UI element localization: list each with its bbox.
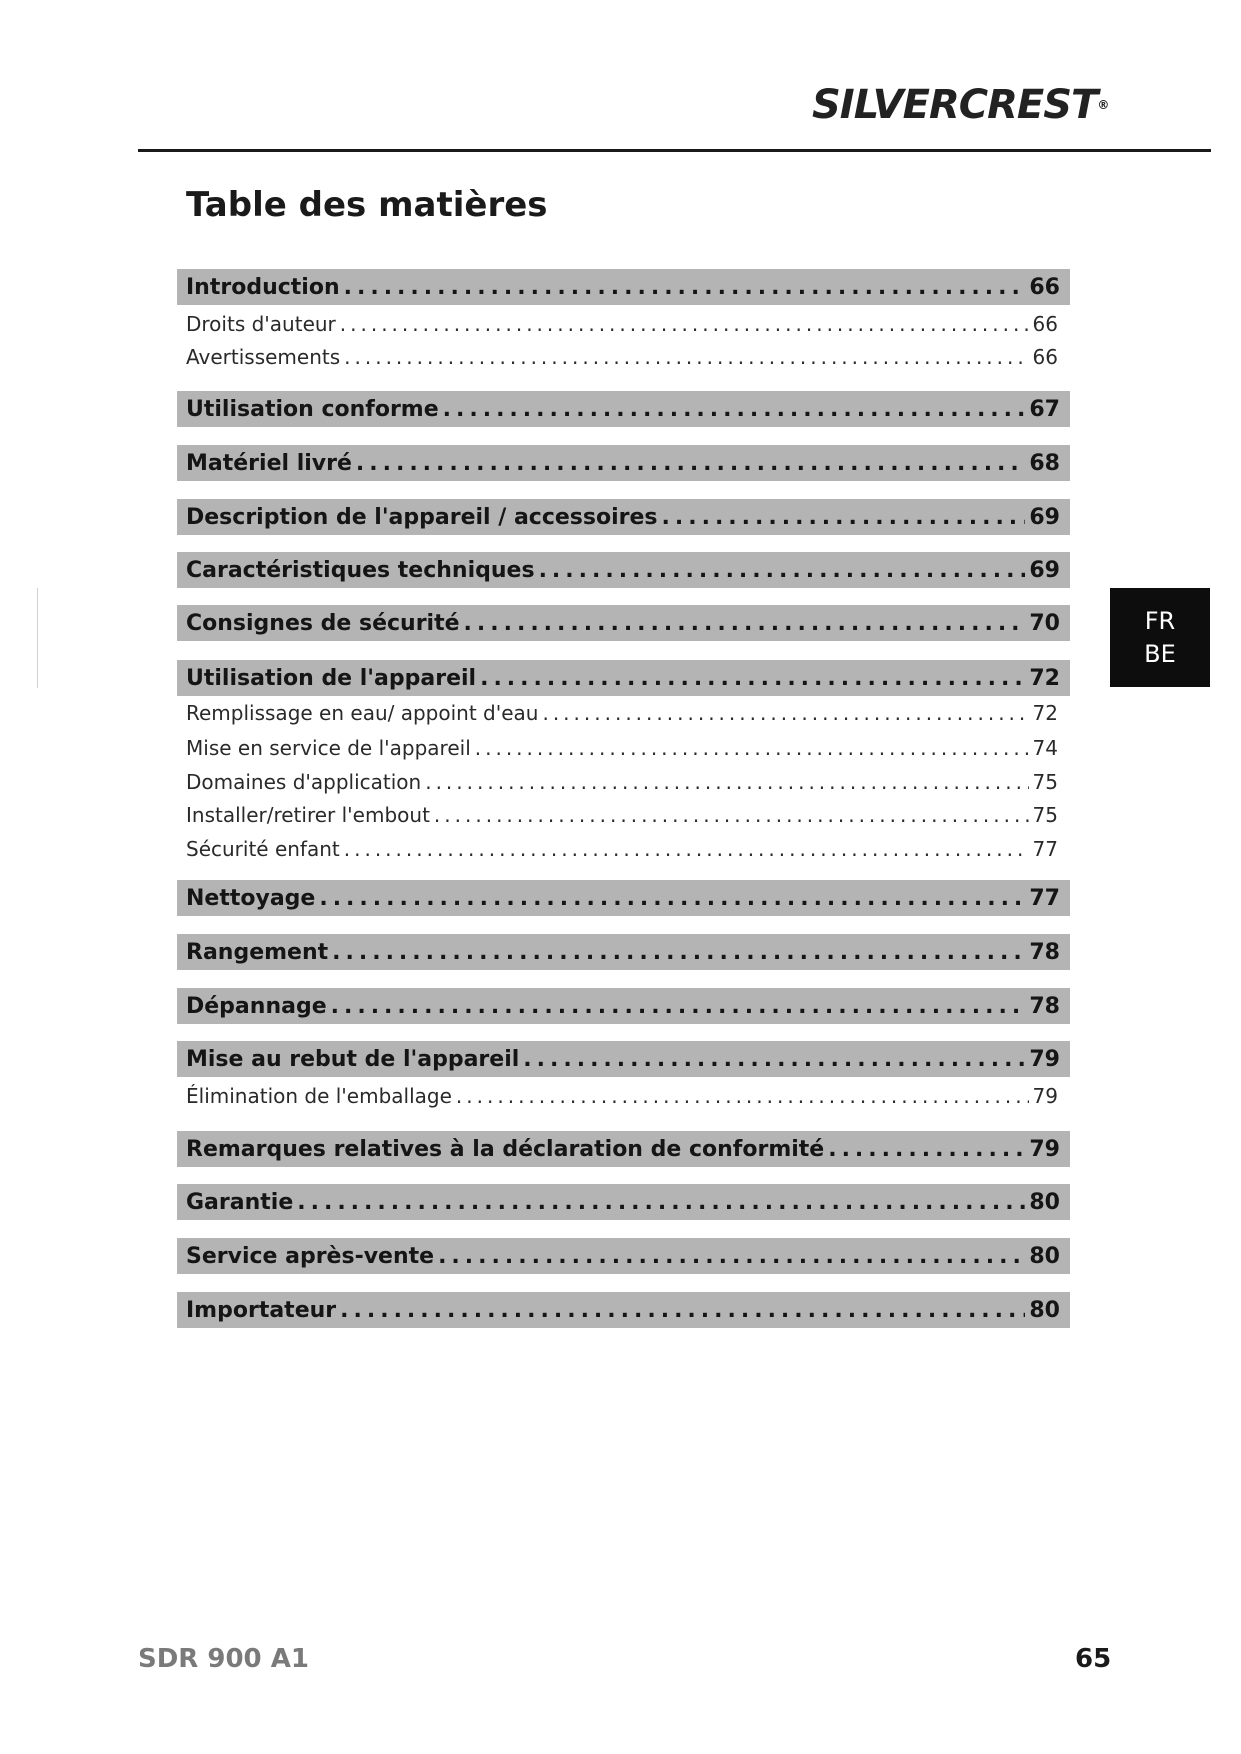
toc-entry-materiel-livre[interactable]: Matériel livré ..... 68 [177, 445, 1070, 481]
registered-mark: ® [1097, 98, 1109, 112]
toc-entry-caracteristiques-techniques[interactable]: Caractéristiques techniques ..... 69 [177, 552, 1070, 588]
language-tab [1110, 588, 1210, 687]
toc-entry-remarques-conformite[interactable]: Remarques relatives à la déclaration de conformité ..... 79 [177, 1131, 1070, 1167]
toc-entry-rangement[interactable]: Rangement ..... 78 [177, 934, 1070, 970]
toc-entry-depannage[interactable]: Dépannage ..... 78 [177, 988, 1070, 1024]
toc-entry-utilisation-conforme[interactable]: Utilisation conforme ..... 67 [177, 391, 1070, 427]
footer-page-number: 65 [1075, 1644, 1112, 1674]
toc-entry-domaines-application[interactable]: Domaines d'application ..... 75 [177, 766, 1070, 798]
toc-entry-nettoyage[interactable]: Nettoyage ..... 77 [177, 880, 1070, 916]
toc-entry-mise-au-rebut[interactable]: Mise au rebut de l'appareil ..... 79 [177, 1041, 1070, 1077]
toc-entry-mise-en-service[interactable]: Mise en service de l'appareil ..... 74 [177, 732, 1070, 764]
language-code-be: BE [1144, 639, 1176, 668]
toc-entry-droits-auteur[interactable]: Droits d'auteur ..... 66 [177, 308, 1070, 340]
language-code-fr: FR [1144, 606, 1176, 635]
header-rule [138, 149, 1211, 152]
margin-mark [37, 588, 38, 688]
toc-entry-consignes-securite[interactable]: Consignes de sécurité ..... 70 [177, 605, 1070, 641]
brand-logo [812, 80, 1109, 130]
toc-entry-avertissements[interactable]: Avertissements ..... 66 [177, 341, 1070, 373]
brand-name: SILVERCREST [812, 82, 1098, 128]
toc-entry-installer-embout[interactable]: Installer/retirer l'embout ..... 75 [177, 799, 1070, 831]
toc-entry-introduction[interactable]: Introduction ..... 66 [177, 269, 1070, 305]
toc-entry-securite-enfant[interactable]: Sécurité enfant ..... 77 [177, 833, 1070, 865]
footer-model: SDR 900 A1 [138, 1644, 309, 1674]
toc-entry-importateur[interactable]: Importateur ..... 80 [177, 1292, 1070, 1328]
toc-entry-elimination-emballage[interactable]: Élimination de l'emballage ..... 79 [177, 1080, 1070, 1112]
toc-entry-remplissage-eau[interactable]: Remplissage en eau/ appoint d'eau ..... 72 [177, 697, 1070, 729]
toc-entry-service-apres-vente[interactable]: Service après-vente ..... 80 [177, 1238, 1070, 1274]
toc-entry-garantie[interactable]: Garantie ..... 80 [177, 1184, 1070, 1220]
toc-entry-description-appareil[interactable]: Description de l'appareil / accessoires ..... 69 [177, 499, 1070, 535]
page-title: Table des matières [186, 185, 548, 225]
toc-entry-utilisation-appareil[interactable]: Utilisation de l'appareil ..... 72 [177, 660, 1070, 696]
